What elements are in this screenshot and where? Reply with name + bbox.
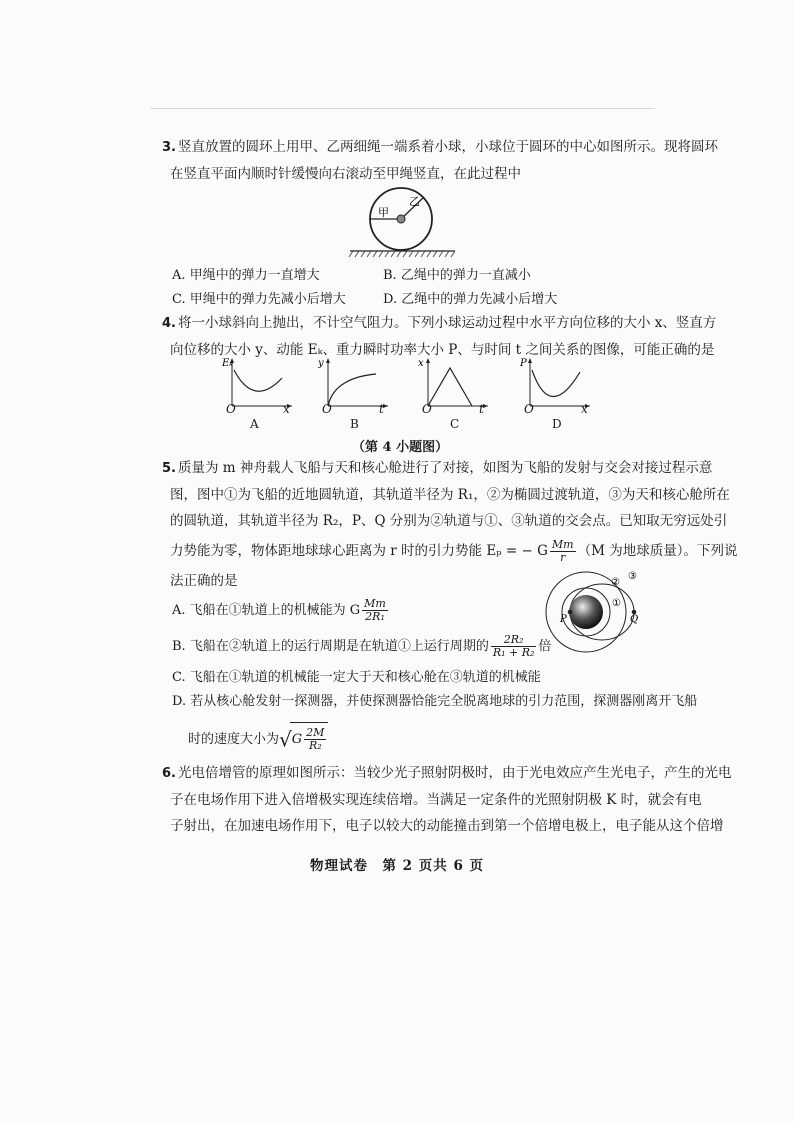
figure-caption: （第 4 小题图） [352, 440, 449, 455]
orbit-3-label: ③ [628, 571, 637, 582]
question-text: 质量为 m 神舟载人飞船与天和核心舱进行了对接，如图为飞船的发射与交会对接过程示意 [177, 460, 713, 476]
question-3 [162, 134, 718, 187]
graph-a-ylabel: Eₖ [222, 358, 233, 369]
question-text: 竖直放置的圆环上用甲、乙两细绳一端系着小球，小球位于圆环的中心如图所示。现将圆环 [177, 139, 718, 155]
potential-fraction: $\frac{Mm}{r}$ [551, 538, 574, 564]
point-q-label: Q [630, 614, 639, 625]
label-yi: 乙 [409, 195, 420, 208]
q3-option-a[interactable]: A. 甲绳中的弹力一直增大 [172, 268, 320, 283]
graph-d-xlabel: x [581, 402, 588, 416]
question-text: 在竖直平面内顺时针缓慢向右滚动至甲绳竖直，在此过程中 [170, 166, 521, 182]
question-6 [162, 760, 732, 839]
question-number: 3. [162, 140, 176, 155]
q5-option-d-cont[interactable]: 时的速度大小为√G $\frac{2M}{\text{R₂}}$ [188, 722, 328, 757]
graph-b-xlabel: t [379, 402, 384, 416]
q5-option-b[interactable]: B. 飞船在②轨道上的运行周期是在轨道①上运行周期的 $\frac{\text{2R₂}}{\text{R₁ + R₂}}$ 倍 [172, 633, 552, 659]
question-number: 5. [162, 461, 176, 476]
question-text: 将一小球斜向上抛出，不计空气阻力。下列小球运动过程中水平方向位移的大小 x、竖直方 [177, 315, 717, 331]
q3-option-b[interactable]: B. 乙绳中的弹力一直减小 [383, 268, 531, 283]
q3-option-c[interactable]: C. 甲绳中的弹力先减小后增大 [172, 292, 346, 307]
graph-b-tag: B [350, 417, 359, 431]
question-text: 力势能为零，物体距地球球心距离为 r 时的引力势能 Eₚ = − G [170, 543, 548, 559]
point-p-label: P [560, 614, 567, 625]
orbit-2-label: ② [611, 577, 620, 588]
question-text: 法正确的是 [170, 573, 238, 589]
header-rule [150, 108, 655, 109]
graph-b-origin: O [322, 402, 332, 416]
question-text: 图，图中①为飞船的近地圆轨道，其轨道半径为 R₁，②为椭圆过渡轨道，③为天和核心舱所在 [170, 487, 730, 503]
graph-c-xlabel: t [479, 402, 484, 416]
orbit-1-label: ① [612, 598, 621, 609]
question-text: （M 为地球质量）。下列说 [577, 543, 738, 559]
q5-option-a[interactable]: A. 飞船在①轨道上的机械能为 G $\frac{Mm}{\text{2R₁}}$ [172, 597, 386, 623]
graph-d-tag: D [552, 417, 562, 431]
orbit-figure [544, 568, 646, 660]
graph-b-ylabel: y [318, 358, 324, 369]
graph-d-origin: O [524, 402, 534, 416]
graph-a-xlabel: x [283, 402, 290, 416]
q3-option-d[interactable]: D. 乙绳中的弹力先减小后增大 [383, 292, 558, 307]
label-jia: 甲 [378, 206, 389, 219]
question-text: 子射出，在加速电场作用下，电子以较大的动能撞击到第一个倍增电极上，电子能从这个倍增 [170, 818, 724, 834]
question-text: 光电倍增管的原理如图所示：当较少光子照射阴极时，由于光电效应产生光电子，产生的光电 [177, 765, 732, 781]
q5-option-d[interactable]: D. 若从核心舱发射一探测器，并使探测器恰能完全脱离地球的引力范围，探测器刚离开飞船 [172, 694, 698, 709]
graph-c-tag: C [450, 417, 460, 431]
question-text: 的圆轨道，其轨道半径为 R₂，P、Q 分别为②轨道与①、③轨道的交会点。已知取无穷远处引 [170, 513, 728, 529]
page-footer: 物理试卷 第 2 页共 6 页 [309, 858, 485, 874]
graph-a-tag: A [250, 417, 259, 431]
graph-d-ylabel: P [520, 358, 527, 369]
question-number: 6. [162, 766, 176, 781]
graph-c-ylabel: x [418, 358, 424, 369]
question-text: 向位移的大小 y、动能 Eₖ、重力瞬时功率大小 P、与时间 t 之间关系的图像，可能正确的是 [170, 342, 715, 358]
ring-figure [345, 186, 465, 266]
question-number: 4. [162, 316, 176, 331]
question-text: 子在电场作用下进入倍增极实现连续倍增。当满足一定条件的光照射阴极 K 时，就会有电 [170, 792, 702, 808]
graph-a-origin: O [226, 402, 236, 416]
graph-c-origin: O [422, 402, 432, 416]
q5-option-c[interactable]: C. 飞船在①轨道的机械能一定大于天和核心舱在③轨道的机械能 [172, 670, 541, 685]
